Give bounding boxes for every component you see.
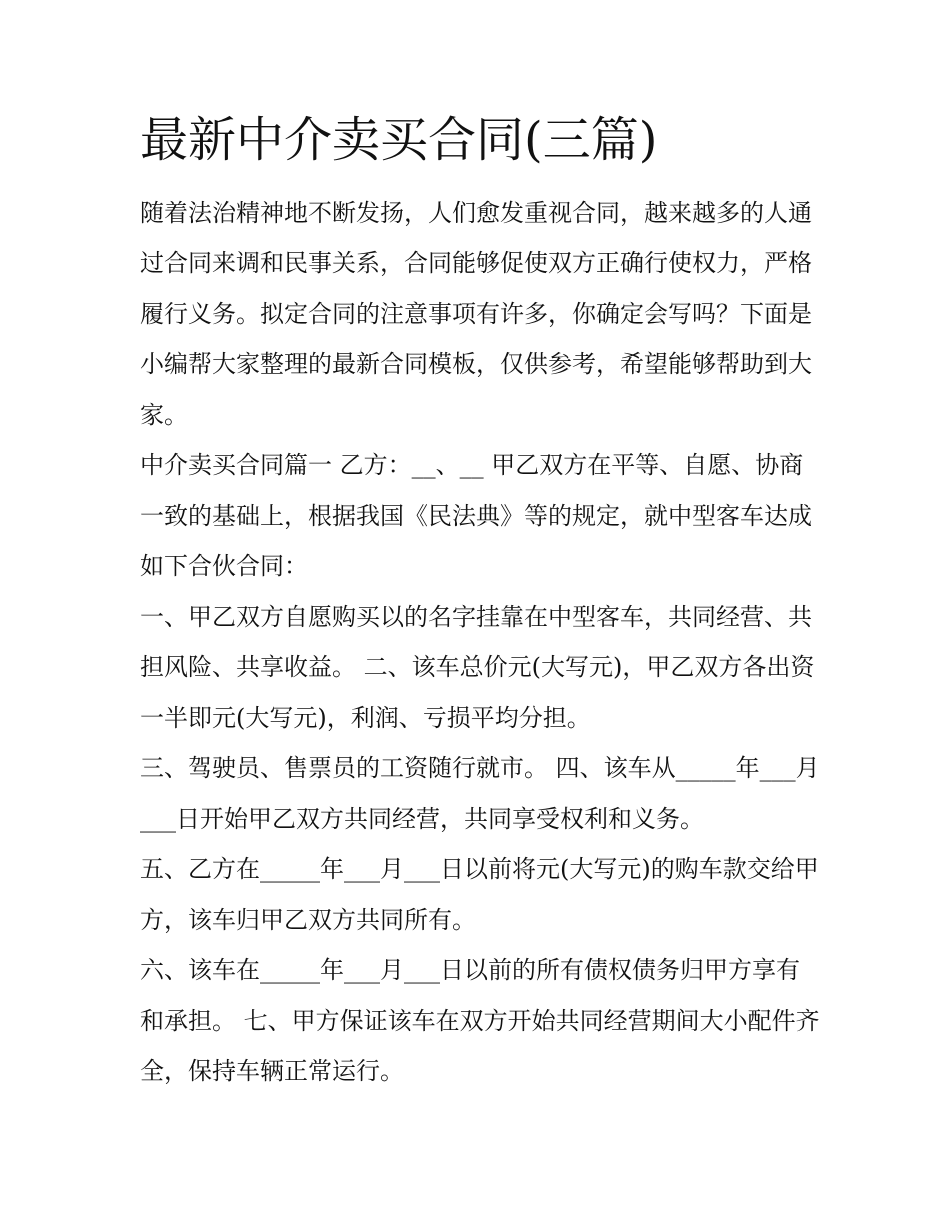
clause-one-two-paragraph: 一、甲乙双方自愿购买以的名字挂靠在中型客车，共同经营、共担风险、共享收益。 二、该车总价元(大写元)，甲乙双方各出资一半即元(大写元)，利润、亏损平均分担。 xyxy=(140,602,815,732)
clause-three-four-paragraph: 三、驾驶员、售票员的工资随行就市。 四、该车从_____年___月___日开始甲乙双方共同经营，共同享受权利和义务。 xyxy=(140,754,820,833)
clause-five-paragraph: 五、乙方在_____年___月___日以前将元(大写元)的购车款交给甲方，该车归甲乙双方共同所有。 xyxy=(140,855,819,934)
intro-paragraph: 随着法治精神地不断发扬，人们愈发重视合同，越来越多的人通过合同来调和民事关系，合同能够促使双方正确行使权力，严格履行义务。拟定合同的注意事项有许多，你确定会写吗？下面是小编帮大家整理的最新合同模板，仅供参考，希望能够帮助到大家。 xyxy=(140,198,812,429)
clause-six-seven-paragraph: 六、该车在_____年___月___日以前的所有债权债务归甲方享有和承担。 七、甲方保证该车在双方开始共同经营期间大小配件齐全，保持车辆正常运行。 xyxy=(140,956,820,1086)
contract-heading-paragraph: 中介卖买合同篇一 乙方：__、__ 甲乙双方在平等、自愿、协商一致的基础上，根据我国《民法典》等的规定，就中型客车达成如下合伙合同： xyxy=(140,451,812,581)
document-page xyxy=(140,112,820,1097)
document-title: 最新中介卖买合同(三篇) xyxy=(140,112,658,168)
